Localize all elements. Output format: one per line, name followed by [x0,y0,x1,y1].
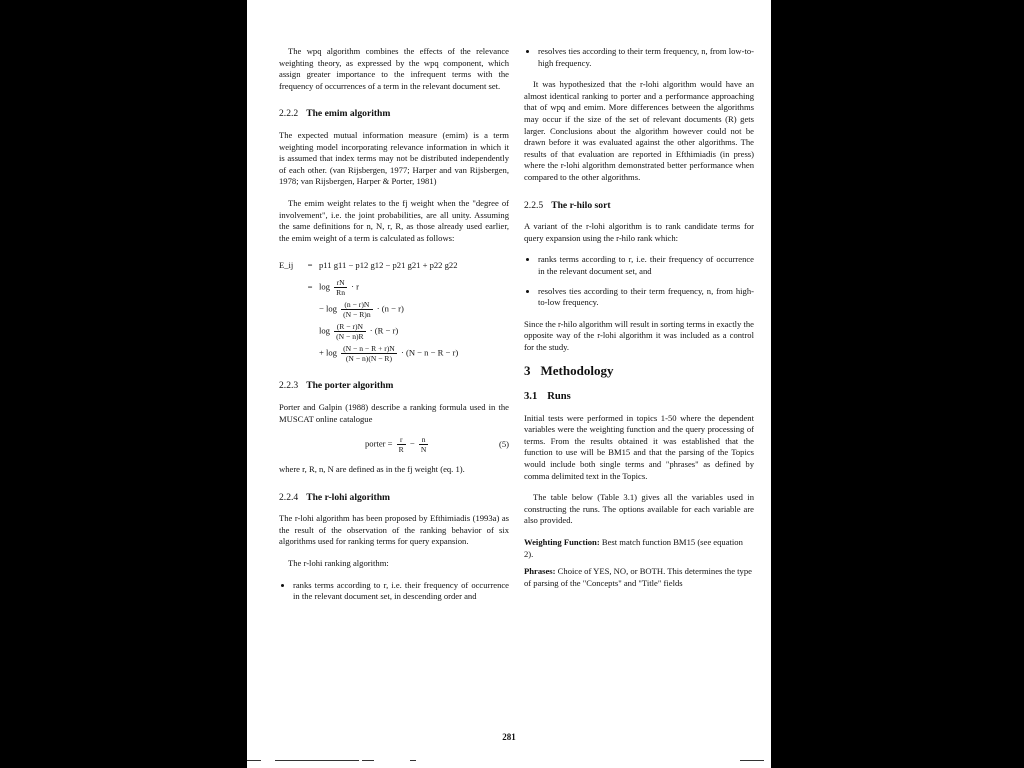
equation-log: + log [319,347,337,358]
equation-log: − log [319,303,337,314]
paragraph: The r-lohi algorithm has been proposed by Efthimiadis (1993a) as the result of the observation of the ranking behavior of six algorithms used for ranking terms for query expansion. [279,513,509,547]
footer-rule [740,760,764,761]
equation-denominator: (N − n)(N − R) [345,353,393,363]
equation-term: p11 g11 − p12 g12 − p21 g21 + p22 g22 [319,259,458,270]
paragraph: The r-lohi ranking algorithm: [288,558,389,569]
definition-text: Best match function BM15 (see equation 2). [524,537,743,559]
list-item: • ranks terms according to r, i.e. their frequency of occurrence in the relevant document set, in descending order and [293,580,509,603]
equation-numerator: rN [334,278,347,288]
section-heading-2-2-2 [279,108,509,120]
bullet-list [279,580,509,603]
equation-denominator: (N − n)R [336,331,364,341]
section-number: 2.2.3 [279,380,299,392]
section-number: 3 [524,363,531,379]
definition-phrases [524,566,754,589]
paragraph: The wpq algorithm combines the effects of the relevance weighting theory, as expressed by the wpq component, which assign greater importance to the infrequent terms with the frequency of occurrences of a term in the relevant document set. [279,46,509,91]
section-heading-2-2-4 [279,492,509,504]
page-number: 281 [502,732,516,742]
section-title: The porter algorithm [306,380,394,392]
equation-denominator: Rn [336,287,346,297]
section-number: 2.2.2 [279,108,299,120]
paragraph: It was hypothesized that the r-lohi algorithm would have an almost identical ranking to porter and a performance approaching that of wpq and emim. More differences between the algorithms may occur if the size of the set of relevant documents (R) gets larger. Conclusions about the algorithm however could not be drawn before it was evaluated against the other algorithms. The results of that evaluation are reported in Efthimiadis (in press) where the r-lohi algorithm demonstrated better performance when compared to the other algorithms. [524,79,754,182]
list-item: • resolves ties according to their term frequency, n, from high-to-low frequency. [538,286,754,309]
right-column [524,46,754,589]
section-heading-3-1 [524,391,754,403]
definition-weighting-function [524,537,754,560]
formula-denominator: R [398,445,404,455]
equation-factor: · (N − n − R − r) [400,347,459,358]
paragraph: Initial tests were performed in topics 1-50 where the dependent variables were the weighting function and the query processing of terms. From the results obtained it was established that the function to use will be BM15 and that the parsing of the Topics would include both single terms and "phrases" as defined by comma delimited text in the Topics. [524,412,754,481]
definition-text: Choice of YES, NO, or BOTH. This determines the type of parsing of the "Concepts" and "Title" fields [524,566,752,588]
equation-numerator: (R − r)N [334,322,365,332]
formula-lhs: porter = [365,438,393,449]
equation-denominator: (N − R)n [343,309,371,319]
paragraph: The table below (Table 3.1) gives all the variables used in constructing the runs. The options available for each variable are also provided. [524,492,754,526]
formula-numerator: n [419,435,428,445]
section-heading-2-2-5 [524,200,754,212]
equation-numerator: (n − r)N [341,300,372,310]
equation-log: log [319,325,330,336]
equation-lhs: E_ij [279,259,294,270]
bullet-list [524,46,754,69]
emim-equation: E_ij = p11 g11 − p12 g12 − p21 g21 + p22 g22 = log $\frac{rN}{Rn}$ · r − log $\frac{(n - r)N}{(N - R)n}$ · (n − r) log $\frac{(R - r)N}{(N - n)R}$ · (R − r) + log $\frac{(N - n - R + r)N}{(N - n)(N - R)}$ · (N − n − R − r) [279,254,509,364]
footer-rule [247,760,261,761]
section-title: The emim algorithm [306,108,391,120]
formula-numerator: r [397,435,406,445]
section-title: The r-lohi algorithm [306,491,391,503]
equation-factor: · r [351,281,360,292]
section-heading-2-2-3 [279,380,509,392]
section-title: The r-hilo sort [551,199,611,211]
formula-operator: − [409,438,415,449]
paragraph: where r, R, n, N are defined as in the fj weight (eq. 1). [279,464,465,475]
equation-factor: · (R − r) [369,325,399,336]
footer-rule [410,760,416,761]
left-column [279,46,509,613]
section-heading-3 [524,365,754,377]
list-item: • resolves ties according to their term frequency, n, from low-to-high frequency. [538,46,754,69]
section-title: Methodology [540,363,614,379]
equation-factor: · (n − r) [376,303,404,314]
list-item: • ranks terms according to r, i.e. their frequency of occurrence in the relevant document set, and [538,254,754,277]
paragraph: A variant of the r-lohi algorithm is to rank candidate terms for query expansion using the r-hilo rank which: [524,221,754,243]
porter-formula [279,435,509,454]
paragraph: Since the r-hilo algorithm will result in sorting terms in exactly the opposite way of the r-lohi algorithm it was included as a control for the study. [524,318,754,352]
section-number: 3.1 [524,391,538,403]
footer-rule [275,760,359,761]
section-number: 2.2.4 [279,491,299,503]
paper-page [247,0,771,768]
paragraph: The expected mutual information measure (emim) is a term weighting model incorporating relevance information in which it is assumed that index terms may not be distributed independently of each other. (van Rijsbergen, 1977; Harper and van Rijsbergen, 1978; van Rijsbergen, Harper & Porter, 1981) [279,129,509,187]
section-number: 2.2.5 [524,199,544,211]
equation-log: log [319,281,330,292]
bullet-list [524,254,754,308]
paragraph: Porter and Galpin (1988) describe a ranking formula used in the MUSCAT online catalogue [279,401,509,424]
formula-denominator: N [420,445,427,455]
paragraph: The emim weight relates to the fj weight when the "degree of involvement", i.e. the joint probabilities, are all unity. Assuming the same definitions for n, N, r, R, as those already used earlier, the emim weight of a term is calculated as follows: [279,197,509,243]
equation-numerator: (N − n − R + r)N [343,343,395,353]
section-title: Runs [547,391,571,403]
definition-term: Weighting Function: [524,537,600,547]
footer-rule [362,760,374,761]
equation-label: (5) [498,438,509,449]
definition-term: Phrases: [524,566,556,577]
